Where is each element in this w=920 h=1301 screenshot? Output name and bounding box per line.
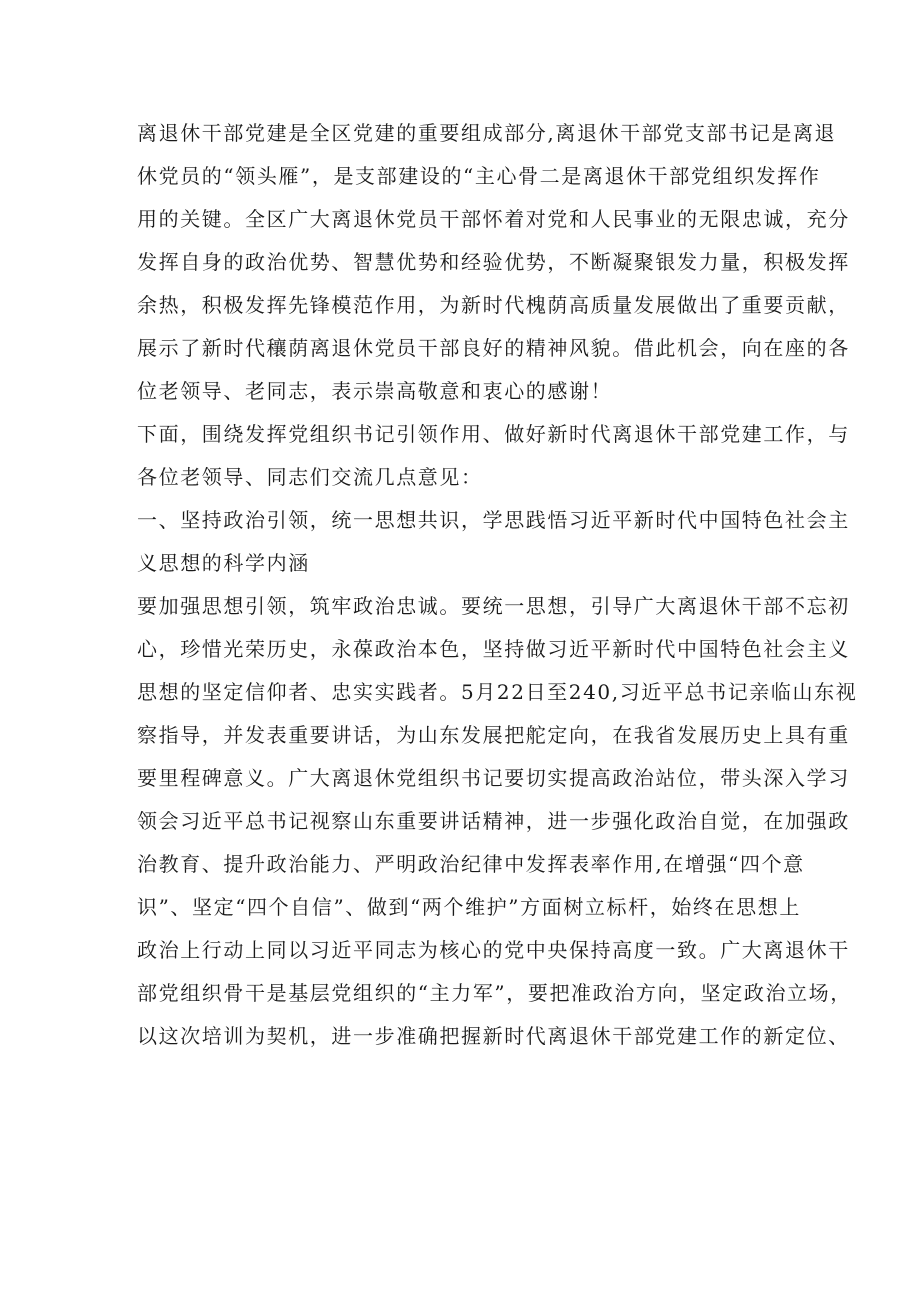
text-line: 察指导，并发表重要讲话，为山东发展把舵定向，在我省发展历史上具有重 bbox=[137, 723, 850, 747]
text-line: 余热，积极发挥先锋模范作用，为新时代槐荫高质量发展做出了重要贡献， bbox=[137, 293, 850, 317]
document-body bbox=[137, 112, 858, 1058]
text-line: 部党组织骨干是基层党组织的“主力军”，要把准政治方向，坚定政治立场， bbox=[137, 981, 852, 1005]
paragraph-transition bbox=[137, 413, 850, 499]
text-line: 下面，围绕发挥党组织书记引领作用、做好新时代离退休干部党建工作，与 bbox=[137, 422, 850, 446]
text-line: 要加强思想引领，筑牢政治忠诚。要统一思想，引导广大离退休干部不忘初 bbox=[137, 594, 850, 618]
text-line: 各位老领导、同志们交流几点意见： bbox=[137, 465, 483, 489]
text-line: 用的关键。全区广大离退休党员干部怀着对党和人民事业的无限忠诚，充分 bbox=[137, 207, 850, 231]
text-line: 发挥自身的政治优势、智慧优势和经验优势，不断凝聚银发力量，积极发挥 bbox=[137, 250, 850, 274]
paragraph-body-1 bbox=[137, 585, 858, 1058]
text-line: 离退休干部党建是全区党建的重要组成部分,离退休干部党支部书记是离退 bbox=[137, 121, 837, 145]
text-line: 思想的坚定信仰者、忠实实践者。5月22日至240,习近平总书记亲临山东视 bbox=[137, 680, 858, 704]
heading-line: 义思想的科学内涵 bbox=[137, 551, 310, 575]
paragraph-intro bbox=[137, 112, 850, 413]
text-line: 要里程碑意义。广大离退休党组织书记要切实提高政治站位，带头深入学习 bbox=[137, 766, 850, 790]
text-line: 位老领导、老同志，表示崇高敬意和衷心的感谢！ bbox=[137, 379, 613, 403]
text-line: 领会习近平总书记视察山东重要讲话精神，进一步强化政治自觉，在加强政 bbox=[137, 809, 850, 833]
text-line: 识”、坚定“四个自信”、做到“两个维护”方面树立标杆，始终在思想上 bbox=[137, 895, 801, 919]
text-line: 治教育、提升政治能力、严明政治纪律中发挥表率作用,在增强“四个意 bbox=[137, 852, 805, 876]
text-line: 休党员的“领头雁”，是支部建设的“主心骨二是离退休干部党组织发挥作 bbox=[137, 164, 821, 188]
section-heading-1 bbox=[137, 499, 850, 585]
text-line: 心，珍惜光荣历史，永葆政治本色，坚持做习近平新时代中国特色社会主义 bbox=[137, 637, 850, 661]
text-line: 以这次培训为契机，进一步准确把握新时代离退休干部党建工作的新定位、 bbox=[137, 1024, 850, 1048]
heading-line: 一、坚持政治引领，统一思想共识，学思践悟习近平新时代中国特色社会主 bbox=[137, 508, 850, 532]
text-line: 展示了新时代穰荫离退休党员干部良好的精神风貌。借此机会，向在座的各 bbox=[137, 336, 850, 360]
text-line: 政治上行动上同以习近平同志为核心的党中央保持高度一致。广大离退休干 bbox=[137, 938, 850, 962]
